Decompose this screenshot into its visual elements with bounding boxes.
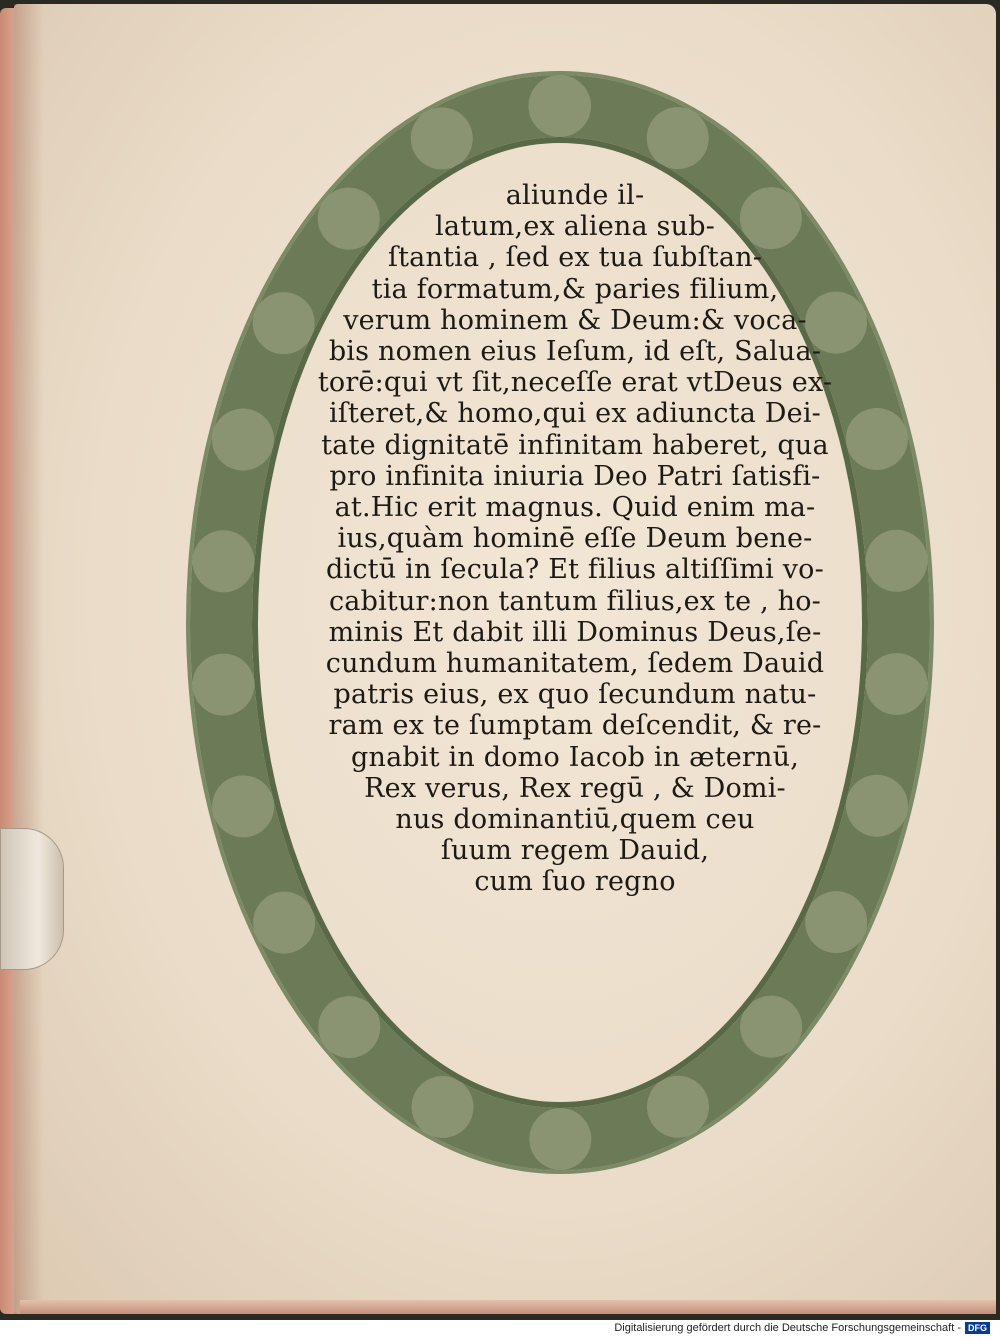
text-line: cum ſuo regno bbox=[474, 866, 676, 898]
text-line: minis Et dabit illi Dominus Deus,ſe- bbox=[328, 616, 822, 648]
text-line: gnabit in domo Iacob in æternū, bbox=[351, 741, 799, 773]
text-line: cundum humanitatem, ſedem Dauid bbox=[325, 648, 825, 680]
text-line: patris eius, ex quo ſecundum natu- bbox=[333, 679, 817, 711]
credit-text: Digitalisierung gefördert durch die Deutsche Forschungsgemeinschaft - bbox=[614, 1322, 961, 1334]
text-line: verum hominem & Deum:& voca- bbox=[343, 304, 807, 336]
text-line: dictū in ſecula? Et filius altiſſimi vo- bbox=[326, 554, 824, 586]
page-clip bbox=[0, 828, 64, 970]
text-line: ius,quàm hominē eſſe Deum bene- bbox=[337, 523, 813, 555]
text-line: pro infinita iniuria Deo Patri ſatisfi- bbox=[329, 460, 821, 492]
text-line: bis nomen eius Ieſum, id eſt, Salua- bbox=[328, 336, 822, 368]
text-line: cabitur:non tantum filius,ex te , ho- bbox=[328, 585, 821, 617]
text-line: aliunde il- bbox=[505, 180, 645, 211]
text-line: Rex verus, Rex regū , & Domi- bbox=[364, 772, 786, 804]
dfg-logo: DFG bbox=[965, 1322, 990, 1334]
page-gutter-shadow bbox=[14, 4, 44, 1314]
text-line: ſtantia , ſed ex tua ſubſtan- bbox=[387, 242, 763, 274]
text-line: ſuum regem Dauid, bbox=[440, 835, 710, 867]
text-line: at.Hic erit magnus. Quid enim ma- bbox=[334, 492, 816, 524]
digitization-credit bbox=[614, 1322, 990, 1334]
text-line: tate dignitatē infinitam haberet, qua bbox=[321, 429, 829, 461]
page-bottom-edge bbox=[20, 1300, 996, 1314]
text-line: torē:qui vt ſit,neceſſe erat vtDeus ex- bbox=[317, 367, 833, 399]
latin-text-block bbox=[275, 180, 875, 1080]
text-line: ram ex te ſumptam deſcendit, & re- bbox=[328, 710, 822, 742]
text-line: latum,ex aliena sub- bbox=[434, 211, 715, 243]
text-line: iſteret,& homo,qui ex adiuncta Dei- bbox=[329, 398, 821, 430]
text-line: tia formatum,& paries filium, bbox=[371, 273, 779, 305]
text-line: nus dominantiū,quem ceu bbox=[395, 804, 755, 836]
